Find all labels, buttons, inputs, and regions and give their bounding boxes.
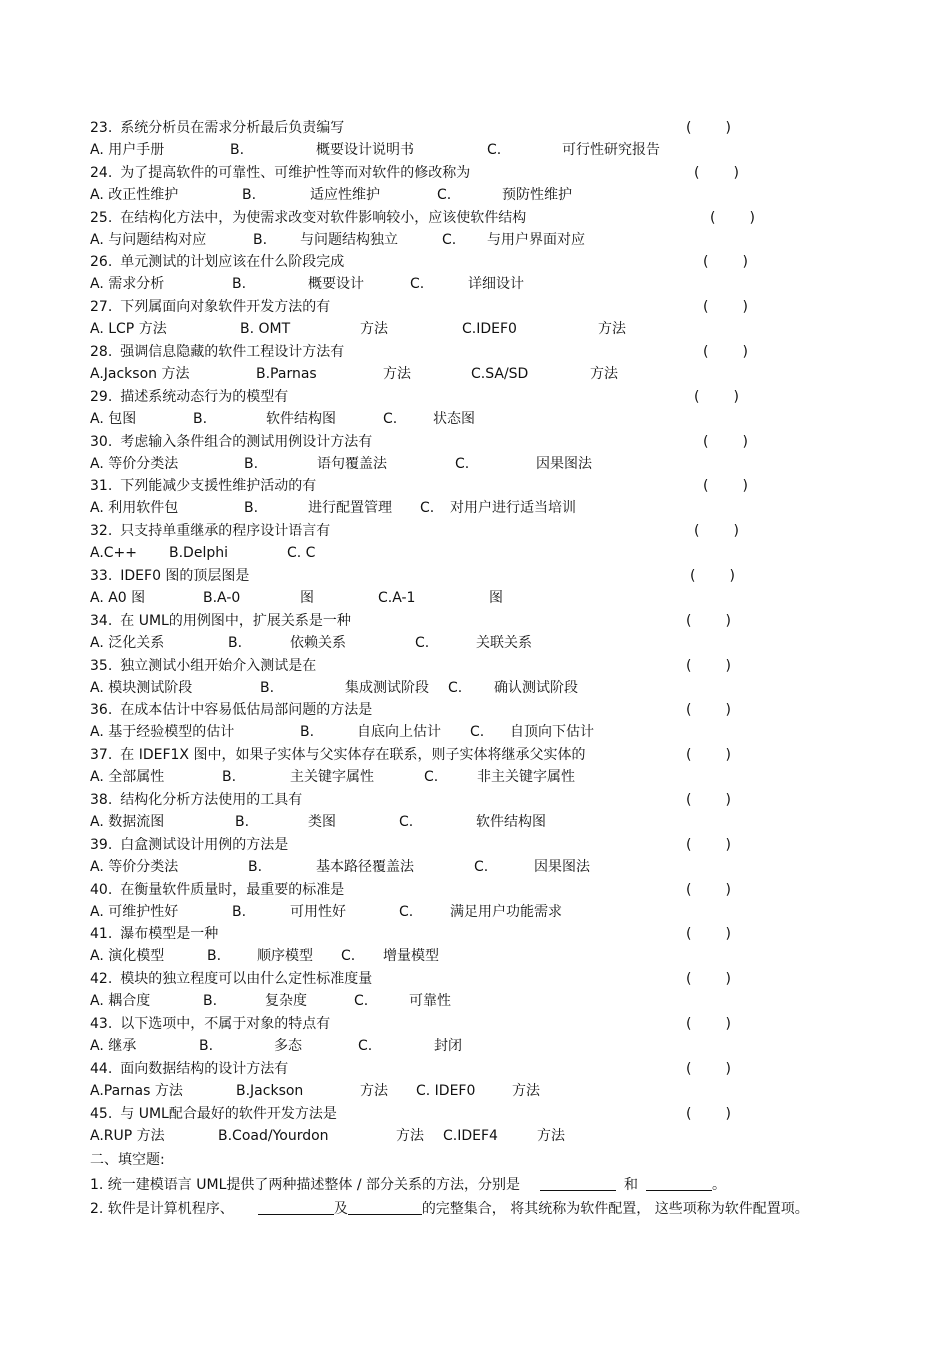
question-number: 40. (90, 881, 113, 898)
option-text: C. (442, 231, 457, 248)
option-text: A. 演化模型 (90, 948, 165, 965)
option-text: B.Parnas (256, 366, 317, 382)
option-text: 可靠性 (409, 993, 451, 1010)
question-stem (90, 342, 344, 362)
option-text: B. (232, 276, 247, 293)
option-text: 状态图 (433, 410, 475, 427)
option-text: C. (383, 410, 398, 427)
question-stem (90, 656, 316, 676)
question-stem (90, 700, 372, 720)
answer-bracket[interactable]: ( ) (686, 881, 731, 898)
option-text: 类图 (308, 814, 336, 830)
option-text: 集成测试阶段 (345, 679, 429, 696)
option-text: B.Jackson (236, 1082, 304, 1099)
question-text: 瀑布模型是一种 (120, 926, 219, 943)
options-row (90, 543, 790, 563)
question-text: IDEF0 图的顶层图是 (120, 568, 250, 584)
option-text: 软件结构图 (266, 410, 336, 427)
option-text: A. 耦合度 (90, 993, 151, 1010)
option-text: A. 可维护性好 (90, 903, 179, 920)
option-text: 方法 (590, 366, 618, 382)
question-number: 25. (90, 209, 113, 226)
options-row (90, 857, 790, 877)
question-stem (90, 880, 344, 900)
fill-question-1-end: 。 (712, 1177, 726, 1193)
option-text: A. 等价分类法 (90, 455, 179, 472)
option-text: 因果图法 (534, 858, 590, 875)
option-text: 基本路径覆盖法 (316, 858, 414, 875)
question-text: 与 UML配合最好的软件开发方法是 (120, 1105, 337, 1122)
option-text: A. 等价分类法 (90, 858, 179, 875)
answer-bracket[interactable]: ( ) (690, 568, 735, 584)
question-number: 34. (90, 612, 113, 629)
option-text: 图 (300, 590, 314, 606)
option-text: C. (341, 948, 356, 965)
question-stem (90, 521, 330, 541)
answer-bracket[interactable]: ( ) (710, 209, 755, 226)
fill-question-1-text: 1. 统一建模语言 UML提供了两种描述整体 / 部分关系的方法，分别是 (90, 1177, 520, 1193)
options-row (90, 140, 790, 160)
question-stem (90, 566, 249, 586)
answer-bracket[interactable]: ( ) (686, 926, 731, 943)
answer-blank[interactable] (646, 1176, 712, 1191)
options-row (90, 812, 790, 832)
option-text: C. (437, 186, 452, 203)
question-number: 29. (90, 388, 113, 405)
option-text: 方法 (598, 321, 626, 338)
answer-blank[interactable] (258, 1200, 334, 1215)
answer-bracket[interactable]: ( ) (686, 1016, 731, 1032)
option-text: A.RUP 方法 (90, 1127, 165, 1144)
question-text: 描述系统动态行为的模型有 (120, 388, 289, 405)
option-text: B.A-0 (203, 590, 241, 606)
question-text: 结构化分析方法使用的工具有 (120, 792, 303, 808)
question-text: 白盒测试设计用例的方法是 (120, 836, 289, 853)
question-stem (90, 790, 302, 810)
option-text: C. IDEF0 (416, 1082, 476, 1099)
question-stem (90, 969, 372, 989)
option-text: A. A0 图 (90, 590, 146, 606)
question-number: 44. (90, 1060, 113, 1077)
question-number: 30. (90, 433, 113, 450)
question-text: 在 IDEF1X 图中，如果子实体与父实体存在联系，则子实体将继承父实体的 (120, 747, 586, 764)
option-text: 自顶向下估计 (510, 724, 594, 741)
option-text: C. (399, 814, 414, 830)
option-text: B.Coad/Yourdon (218, 1127, 329, 1144)
option-text: C. (415, 634, 430, 651)
option-text: B. (260, 679, 275, 696)
options-row (90, 678, 790, 698)
answer-bracket[interactable]: ( ) (686, 1105, 731, 1122)
option-text: B.Delphi (169, 545, 228, 562)
question-number: 36. (90, 702, 113, 719)
question-stem (90, 208, 526, 228)
option-text: A. 与问题结构对应 (90, 231, 207, 248)
option-text: 预防性维护 (502, 186, 572, 203)
option-text: B. (253, 231, 268, 248)
options-row (90, 274, 790, 294)
question-stem (90, 1104, 337, 1124)
option-text: 确认测试阶段 (494, 679, 578, 696)
answer-bracket[interactable]: ( ) (703, 299, 748, 316)
question-stem (90, 1014, 330, 1034)
option-text: C.A-1 (378, 590, 416, 606)
option-text: B. (244, 455, 259, 472)
option-text: C. (487, 142, 502, 158)
question-stem (90, 118, 344, 138)
question-number: 37. (90, 747, 113, 764)
question-stem (90, 432, 372, 452)
option-text: 方法 (396, 1127, 424, 1144)
option-text: B. (228, 634, 243, 651)
option-text: C. (424, 769, 439, 786)
options-row (90, 633, 790, 653)
option-text: C. (358, 1038, 373, 1054)
question-number: 24. (90, 164, 113, 181)
option-text: C. (474, 858, 489, 875)
option-text: A. 全部属性 (90, 769, 165, 786)
fill-question-2 (90, 1199, 809, 1219)
fill-question-2-end: 的完整集合， 将其统称为软件配置， 这些项称为软件配置项。 (421, 1201, 809, 1217)
fill-question-2-and: 及 (333, 1201, 348, 1217)
question-number: 42. (90, 971, 113, 988)
option-text: C. (399, 903, 414, 920)
answer-bracket[interactable]: ( ) (686, 836, 731, 853)
question-stem (90, 745, 585, 765)
question-text: 下列能减少支援性维护活动的有 (120, 478, 317, 495)
question-number: 35. (90, 657, 113, 674)
answer-blank[interactable] (348, 1200, 422, 1215)
fill-question-2-text: 2. 软件是计算机程序、 (90, 1201, 234, 1217)
option-text: B. (235, 814, 250, 830)
question-text: 模块的独立程度可以由什么定性标准度量 (120, 971, 373, 988)
question-text: 在衡量软件质量时，最重要的标准是 (120, 881, 345, 898)
options-row (90, 498, 790, 518)
section-title: 二、填空题: (90, 1152, 165, 1168)
question-number: 27. (90, 299, 113, 316)
option-text: A.Parnas 方法 (90, 1082, 183, 1099)
options-row (90, 319, 790, 339)
option-text: A. 数据流图 (90, 814, 165, 830)
option-text: A. LCP 方法 (90, 321, 167, 338)
option-text: B. (207, 948, 222, 965)
option-text: A. 利用软件包 (90, 500, 179, 517)
option-text: 概要设计 (308, 276, 364, 293)
option-text: 自底向上估计 (357, 724, 441, 741)
answer-blank[interactable] (540, 1176, 616, 1191)
answer-bracket[interactable]: ( ) (703, 433, 748, 450)
option-text: 满足用户功能需求 (450, 903, 562, 920)
options-row (90, 409, 790, 429)
question-number: 23. (90, 120, 113, 136)
option-text: C. (470, 724, 485, 741)
question-text: 独立测试小组开始介入测试是在 (120, 657, 317, 674)
question-number: 31. (90, 478, 113, 495)
option-text: 详细设计 (468, 276, 524, 293)
option-text: 方法 (360, 1082, 388, 1099)
option-text: 方法 (512, 1082, 540, 1099)
option-text: 方法 (360, 321, 388, 338)
question-text: 在结构化方法中，为使需求改变对软件影响较小，应该使软件结构 (120, 209, 527, 226)
option-text: 主关键字属性 (290, 769, 374, 786)
option-text: C. (410, 276, 425, 293)
question-stem (90, 1059, 288, 1079)
option-text: A. 改正性维护 (90, 186, 179, 203)
answer-bracket[interactable]: ( ) (703, 254, 748, 271)
option-text: C. (420, 500, 435, 517)
option-text: 图 (489, 590, 503, 606)
answer-bracket[interactable]: ( ) (686, 747, 731, 764)
options-row (90, 1081, 790, 1101)
option-text: B. (244, 500, 259, 517)
option-text: 软件结构图 (476, 814, 546, 830)
question-stem (90, 611, 351, 631)
option-text: B. (222, 769, 237, 786)
question-stem (90, 297, 330, 317)
question-number: 28. (90, 344, 113, 360)
question-number: 43. (90, 1016, 113, 1032)
question-text: 以下选项中，不属于对象的特点有 (120, 1016, 331, 1032)
option-text: B. (230, 142, 245, 158)
answer-bracket[interactable]: ( ) (686, 792, 731, 808)
options-row (90, 722, 790, 742)
options-row (90, 946, 790, 966)
question-stem (90, 252, 344, 272)
option-text: C.IDEF4 (443, 1127, 498, 1144)
answer-bracket[interactable]: ( ) (686, 657, 731, 674)
option-text: C. (354, 993, 369, 1010)
options-row (90, 991, 790, 1011)
option-text: B. OMT (240, 321, 291, 338)
answer-bracket[interactable]: ( ) (703, 478, 748, 495)
answer-bracket[interactable]: ( ) (686, 120, 731, 136)
option-text: 多态 (274, 1038, 302, 1054)
question-text: 下列属面向对象软件开发方法的有 (120, 299, 331, 316)
option-text: 复杂度 (265, 993, 307, 1010)
option-text: C. (455, 455, 470, 472)
option-text: B. (248, 858, 263, 875)
question-stem (90, 163, 470, 183)
option-text: A. 需求分析 (90, 276, 165, 293)
option-text: 语句覆盖法 (317, 455, 387, 472)
answer-bracket[interactable]: ( ) (694, 523, 739, 540)
option-text: B. (199, 1038, 214, 1054)
option-text: 方法 (537, 1127, 565, 1144)
option-text: 顺序模型 (257, 948, 313, 965)
answer-bracket[interactable]: ( ) (686, 612, 731, 629)
options-row (90, 230, 790, 250)
question-text: 单元测试的计划应该在什么阶段完成 (120, 254, 345, 271)
question-text: 强调信息隐藏的软件工程设计方法有 (120, 344, 345, 360)
option-text: 概要设计说明书 (316, 142, 414, 158)
answer-bracket[interactable]: ( ) (686, 971, 731, 988)
option-text: C.IDEF0 (462, 321, 517, 338)
question-text: 系统分析员在需求分析最后负责编写 (120, 120, 345, 136)
option-text: 关联关系 (476, 634, 532, 651)
option-text: C.SA/SD (471, 366, 529, 382)
option-text: C. C (287, 545, 316, 562)
question-number: 33. (90, 568, 113, 584)
option-text: A. 包图 (90, 410, 137, 427)
question-stem (90, 387, 288, 407)
option-text: A. 继承 (90, 1038, 137, 1054)
option-text: A.Jackson 方法 (90, 366, 190, 382)
option-text: A. 泛化关系 (90, 634, 165, 651)
fill-question-1-and: 和 (624, 1177, 638, 1193)
question-number: 38. (90, 792, 113, 808)
option-text: B. (232, 903, 247, 920)
question-text: 为了提高软件的可靠性、可维护性等而对软件的修改称为 (120, 164, 471, 181)
option-text: 适应性维护 (310, 186, 380, 203)
option-text: 依赖关系 (290, 634, 346, 651)
options-row (90, 185, 790, 205)
question-text: 在 UML的用例图中，扩展关系是一种 (120, 612, 351, 629)
answer-bracket[interactable]: ( ) (686, 702, 731, 719)
question-number: 41. (90, 926, 113, 943)
options-row (90, 1126, 790, 1146)
option-text: 增量模型 (383, 948, 439, 965)
question-stem (90, 835, 288, 855)
option-text: 与用户界面对应 (487, 231, 585, 248)
answer-bracket[interactable]: ( ) (703, 344, 748, 360)
question-number: 45. (90, 1105, 113, 1122)
option-text: A. 用户手册 (90, 142, 165, 158)
option-text: B. (300, 724, 315, 741)
question-number: 39. (90, 836, 113, 853)
question-text: 只支持单重继承的程序设计语言有 (120, 523, 331, 540)
answer-bracket[interactable]: ( ) (694, 164, 739, 181)
option-text: A.C++ (90, 545, 138, 562)
question-text: 考虑输入条件组合的测试用例设计方法有 (120, 433, 373, 450)
question-text: 面向数据结构的设计方法有 (120, 1060, 289, 1077)
option-text: 对用户进行适当培训 (450, 500, 576, 517)
option-text: 非主关键字属性 (477, 769, 575, 786)
options-row (90, 454, 790, 474)
option-text: C. (448, 679, 463, 696)
options-row (90, 364, 790, 384)
question-number: 26. (90, 254, 113, 271)
question-stem (90, 476, 316, 496)
option-text: A. 模块测试阶段 (90, 679, 193, 696)
answer-bracket[interactable]: ( ) (686, 1060, 731, 1077)
option-text: B. (203, 993, 218, 1010)
option-text: 可行性研究报告 (562, 142, 660, 158)
option-text: B. (193, 410, 208, 427)
options-row (90, 767, 790, 787)
options-row (90, 902, 790, 922)
option-text: 方法 (383, 366, 411, 382)
question-stem (90, 924, 218, 944)
options-row (90, 1036, 790, 1056)
option-text: 封闭 (434, 1038, 462, 1054)
answer-bracket[interactable]: ( ) (694, 388, 739, 405)
fill-question-1 (90, 1175, 726, 1195)
option-text: 可用性好 (290, 903, 346, 920)
option-text: 与问题结构独立 (300, 231, 398, 248)
option-text: 进行配置管理 (308, 500, 392, 517)
question-number: 32. (90, 523, 113, 540)
option-text: 因果图法 (536, 455, 592, 472)
options-row (90, 588, 790, 608)
option-text: B. (242, 186, 257, 203)
option-text: A. 基于经验模型的估计 (90, 724, 235, 741)
question-text: 在成本估计中容易低估局部问题的方法是 (120, 702, 373, 719)
